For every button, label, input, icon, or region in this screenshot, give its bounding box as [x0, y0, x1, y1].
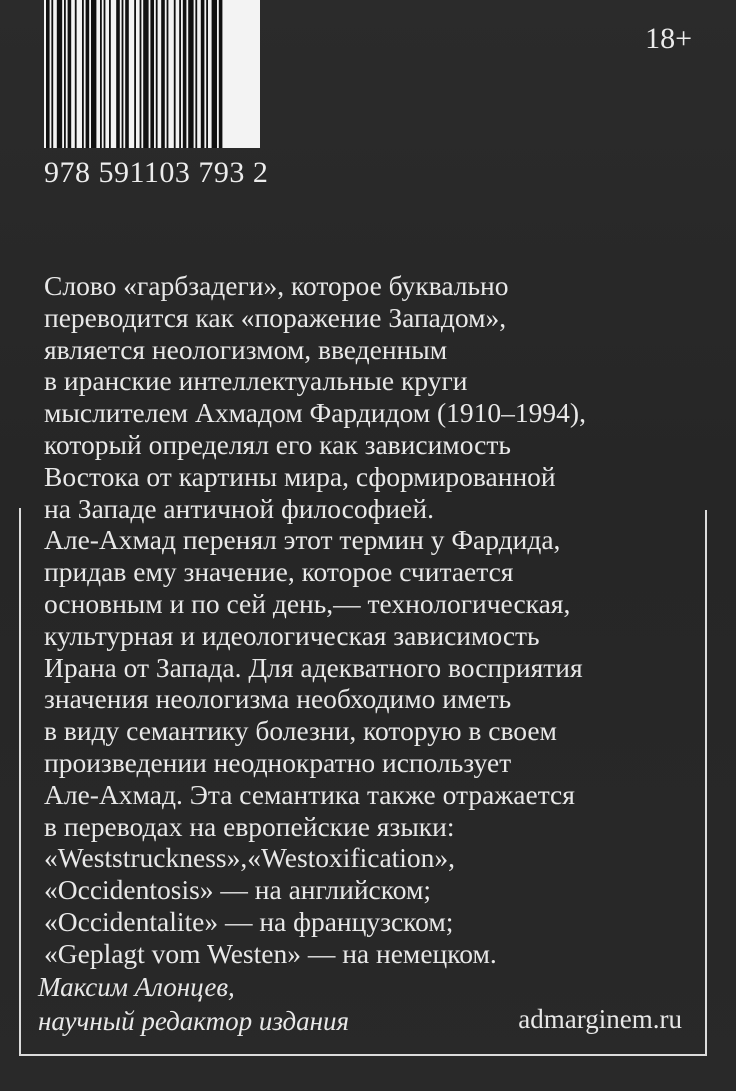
barcode-bar: [82, 0, 84, 148]
barcode-bar: [174, 0, 176, 148]
blurb-line: является неологизмом, введенным: [44, 333, 448, 365]
barcode: [44, 0, 260, 148]
author-name: Максим Алонцев,: [38, 972, 235, 1002]
blurb-line: переводится как «поражение Западом»,: [44, 301, 507, 333]
blurb-line: произведении неоднократно использует: [44, 746, 512, 778]
blurb-line: в иранские интеллектуальные круги: [44, 365, 468, 397]
author-role: научный редактор издания: [38, 1006, 350, 1036]
barcode-bar: [57, 0, 62, 148]
barcode-bar: [188, 0, 193, 148]
barcode-bar: [51, 0, 53, 148]
blurb-text: [44, 270, 694, 970]
barcode-bar: [91, 0, 96, 148]
publisher-website: admarginem.ru: [518, 1004, 682, 1034]
barcode-bar: [143, 0, 148, 148]
barcode-bar: [134, 0, 136, 148]
barcode-bar: [104, 0, 106, 148]
barcode-bar: [167, 0, 169, 148]
barcode-bar: [161, 0, 165, 148]
barcode-bar: [86, 0, 90, 148]
blurb-line: Але-Ахмад. Эта семантика также отражается: [44, 778, 575, 810]
blurb-line: «Occidentosis» — на английском;: [44, 874, 432, 906]
blurb-line: основным и по сей день,— технологическая,: [44, 587, 571, 619]
blurb-line: «Weststruckness»,«Westoxification»,: [44, 842, 456, 874]
barcode-bar: [46, 0, 50, 148]
barcode-bar: [68, 0, 72, 148]
barcode-bar: [201, 0, 205, 148]
barcode-bar: [122, 0, 124, 148]
barcode-bar: [219, 0, 223, 148]
blurb-line: Слово «гарбзадеги», которое буквально: [44, 270, 509, 301]
blurb-line: придав ему значение, которое считается: [44, 556, 514, 588]
age-rating: 18+: [645, 22, 692, 55]
blurb-line: который определял его как зависимость: [44, 428, 511, 460]
barcode-bar: [109, 0, 111, 148]
author-signature: [38, 970, 349, 1038]
blurb-line: в переводах на европейские языки:: [44, 810, 455, 842]
blurb-line: значения неологизма необходимо иметь: [44, 683, 512, 715]
blurb-line: Востока от картины мира, сформированной: [44, 460, 556, 492]
blurb-line: «Geplagt vom Westen» — на немецком.: [44, 937, 497, 969]
frame-left-border: [19, 508, 21, 1056]
blurb-line: «Occidentalite» — на французском;: [44, 905, 454, 937]
barcode-bar: [195, 0, 197, 148]
frame-right-border: [705, 510, 707, 1056]
barcode-bar: [150, 0, 154, 148]
barcode-bar: [156, 0, 158, 148]
barcode-bar: [206, 0, 208, 148]
barcode-bar: [116, 0, 120, 148]
barcode-bar: [212, 0, 217, 148]
frame-bottom-border: [19, 1054, 707, 1056]
barcode-bar: [183, 0, 187, 148]
barcode-bar: [100, 0, 102, 148]
blurb-line: Але-Ахмад перенял этот термин у Фардида,: [44, 524, 561, 556]
barcode-bar: [75, 0, 77, 148]
barcode-bar: [179, 0, 181, 148]
barcode-bar: [140, 0, 142, 148]
blurb-line: культурная и идеологическая зависимость: [44, 619, 540, 651]
barcode-bar: [125, 0, 129, 148]
barcode-bar: [64, 0, 66, 148]
blurb-line: в виду семантику болезни, которую в своем: [44, 715, 557, 747]
blurb-line: Ирана от Запада. Для адекватного восприятия: [44, 651, 583, 683]
blurb-line: мыслителем Ахмадом Фардидом (1910–1994),: [44, 397, 586, 429]
blurb-line: на Западе античной философией.: [44, 492, 434, 524]
isbn-number: 978 591103 793 2: [44, 156, 269, 189]
barcode-bars: [44, 0, 260, 148]
